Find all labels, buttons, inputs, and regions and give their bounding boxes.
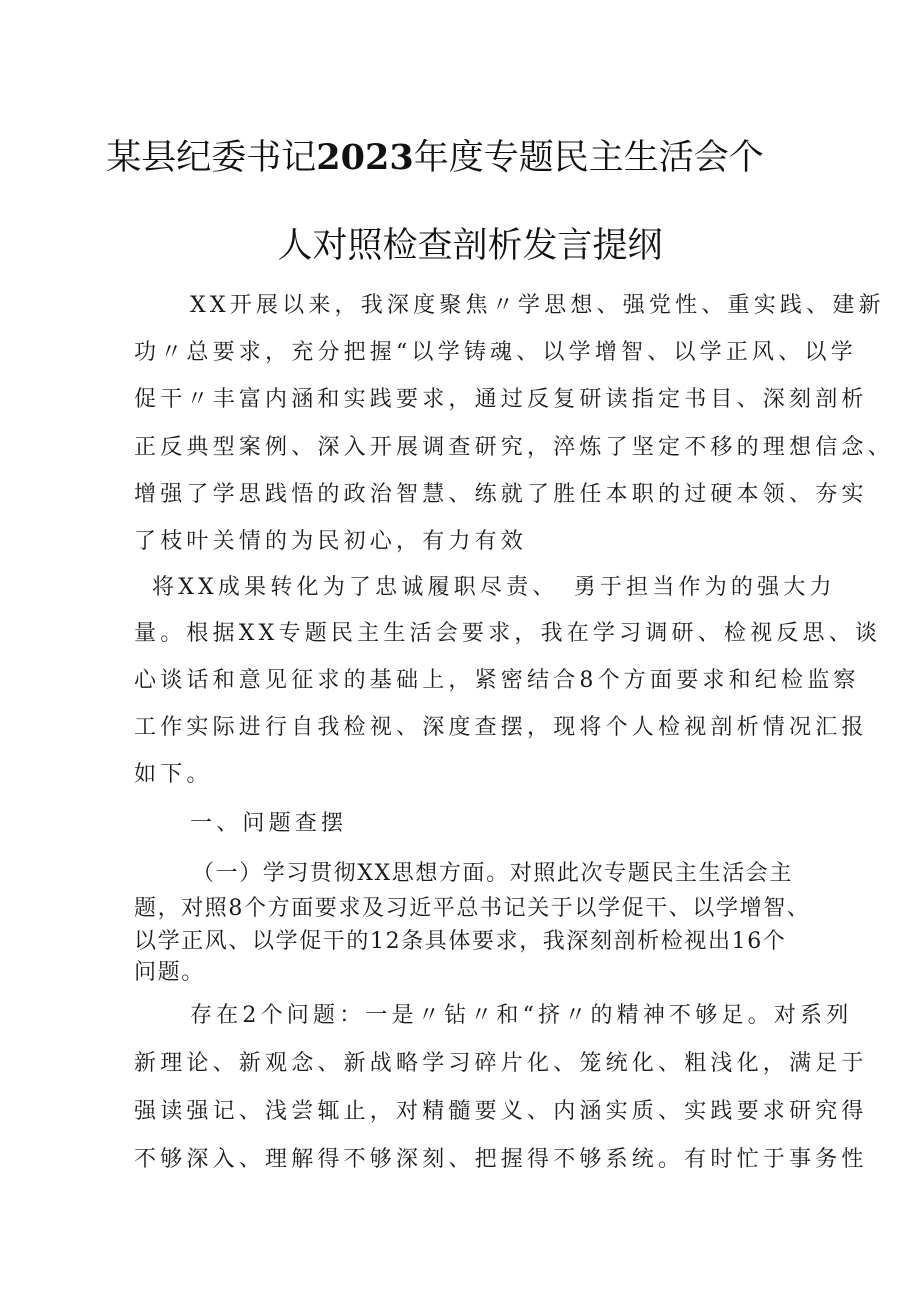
body-line: 如下。 bbox=[134, 762, 213, 787]
document-title-line-2: 人对照检查剖析发言提纲 bbox=[277, 226, 663, 266]
body-line: 工作实际进行自我检视、深度查摆，现将个人检视剖析情况汇报 bbox=[134, 715, 868, 740]
body-line: 将XX成果转化为了忠诚履职尽责、 勇于担当作为的强大力 bbox=[152, 575, 836, 600]
body-line: 了枝叶关情的为民初心，有力有效 bbox=[134, 529, 528, 554]
body-line: XX开展以来，我深度聚焦〃学思想、强党性、重实践、建新 bbox=[190, 293, 885, 318]
body-line: 以学正风、以学促干的12条具体要求，我深刻剖析检视出16个 bbox=[134, 929, 787, 954]
body-line: 增强了学思践悟的政治智慧、练就了胜任本职的过硬本领、夯实 bbox=[134, 482, 868, 507]
body-line: 问题。 bbox=[134, 960, 205, 985]
body-line: 促干〃丰富内涵和实践要求，通过反复研读指定书目、深刻剖析 bbox=[134, 387, 868, 412]
body-line: （一）学习贯彻XX思想方面。对照此次专题民主生活会主 bbox=[192, 861, 793, 886]
body-line: 不够深入、理解得不够深刻、把握得不够系统。有时忙于事务性 bbox=[134, 1147, 868, 1172]
body-line: 强读强记、浅尝辄止，对精髓要义、内涵实质、实践要求研究得 bbox=[134, 1099, 868, 1124]
body-line: 新理论、新观念、新战略学习碎片化、笼统化、粗浅化，满足于 bbox=[134, 1051, 868, 1076]
body-line: 量。根据XX专题民主生活会要求，我在学习调研、检视反思、谈 bbox=[134, 621, 882, 646]
body-line: 心谈话和意见征求的基础上，紧密结合8个方面要求和纪检监察 bbox=[134, 668, 860, 693]
section-heading: 一、问题查摆 bbox=[190, 811, 348, 836]
document-title-line-1: 某县纪委书记2023年度专题民主生活会个 bbox=[106, 137, 764, 178]
body-line: 题，对照8个方面要求及习近平总书记关于以学促干、以学增智、 bbox=[134, 896, 811, 921]
body-line: 功〃总要求，充分把握“以学铸魂、以学增智、以学正风、以学 bbox=[134, 340, 857, 365]
body-line: 存在2个问题：一是〃钻〃和“挤〃的精神不够足。对系列 bbox=[190, 1003, 853, 1028]
body-line: 正反典型案例、深入开展调查研究，淬炼了坚定不移的理想信念、 bbox=[134, 435, 894, 460]
